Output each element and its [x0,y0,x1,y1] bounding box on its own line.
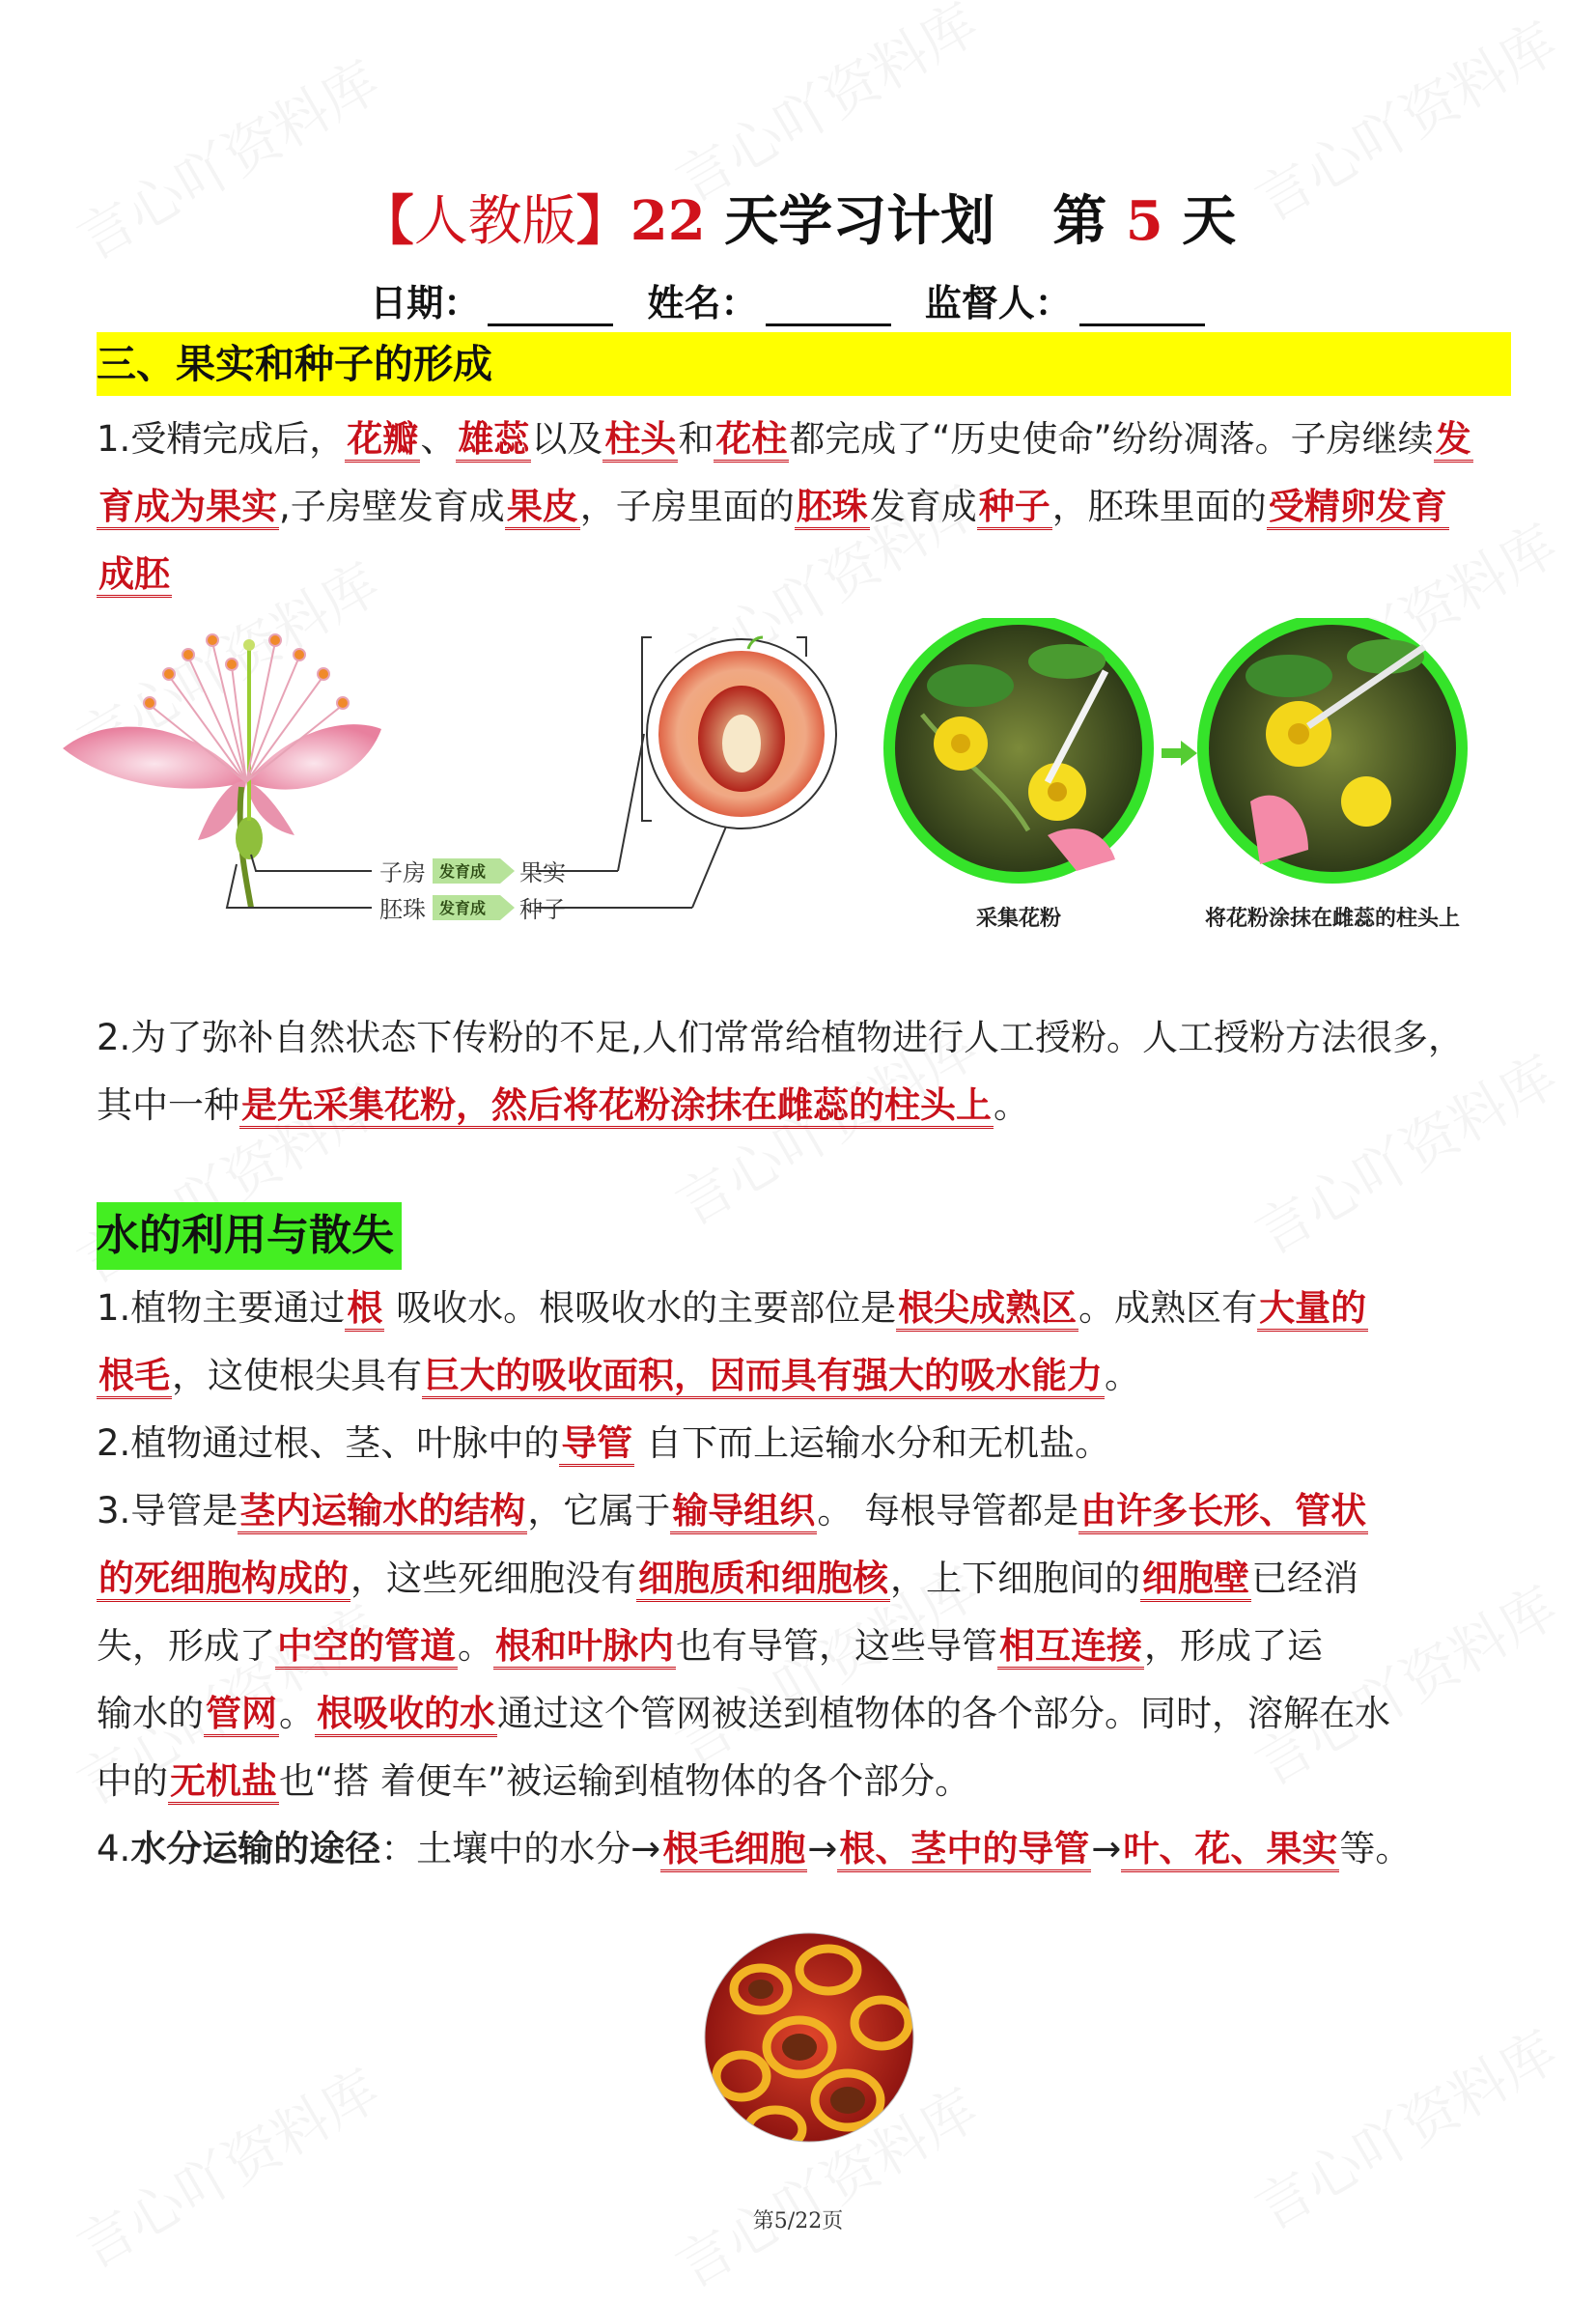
paragraph-artificial-pollination [97,1004,1516,1139]
text: 4. [97,1828,131,1869]
text: 发育成 [869,486,977,527]
answer: 成胚 [97,553,172,598]
answer: 育成为果实 [97,486,279,530]
text: 。 [279,1693,315,1734]
answer: 受精卵发育 [1267,486,1449,530]
pollen-collection-photo [883,618,1154,884]
answer: 无机盐 [168,1760,279,1805]
section-heading-fruit-seed: 三、果实和种子的形成 [97,332,1511,396]
caption-apply-pollen: 将花粉涂抹在雌蕊的柱头上 [1204,906,1461,931]
peach-cross-section-illustration [647,637,836,829]
answer: 柱头 [602,418,678,463]
answer: 根、茎中的导管 [837,1828,1091,1872]
text: ，子房里面的 [579,486,795,527]
text: 和 [678,418,714,460]
answer: 种子 [977,486,1052,530]
peach-flower-illustration [63,634,381,908]
text: 。 [458,1625,493,1667]
answer: 胚珠 [795,486,870,530]
title-bracket-left: 【 [359,189,414,253]
text: 、 [420,418,457,460]
answer: 巨大的吸收面积，因而具有强大的吸水能力 [422,1355,1105,1399]
answer: 花瓣 [345,418,420,463]
title-day-suffix: 天 [1182,189,1237,253]
text: 。成熟区有 [1078,1287,1258,1329]
text: 以及 [531,418,603,460]
answer: 中空的管道 [275,1625,458,1670]
text: 1.受精完成后， [97,418,346,460]
pollen-application-photo [1197,618,1468,884]
answer: 相互连接 [997,1625,1144,1670]
text: 中的 [97,1760,168,1802]
page-number: 第5/22页 [752,2209,844,2233]
water-transport-path-label: 水分运输的途径 [130,1828,381,1869]
text-line: 2.为了弥补自然状态下传粉的不足,人们常常给植物进行人工授粉。人工授粉方法很多， [97,1017,1465,1058]
text: 都完成了“历史使命”纷纷凋落。子房继续 [789,418,1434,460]
label-ovary: 子房 [379,859,426,886]
supervisor-blank[interactable] [1079,289,1205,326]
answer: 发 [1434,418,1473,463]
title-day-prefix: 第 [1052,189,1107,253]
text: 通过这个管网被送到植物体的各个部分。同时，溶解在水 [497,1693,1390,1734]
text: 输水的 [97,1693,204,1734]
text: 。 [1105,1355,1140,1396]
label-fruit: 果实 [519,859,566,886]
text: ，这些死细胞没有 [350,1558,636,1599]
paragraph-water-uptake [97,1275,1516,1883]
section-heading-water: 水的利用与散失 [97,1202,402,1270]
name-blank[interactable] [766,289,891,326]
answer: 由许多长形、管状 [1078,1490,1368,1534]
page-title [0,179,1596,256]
name-label: 姓名： [647,281,758,324]
answer: 茎内运输水的结构 [238,1490,527,1534]
answer: 根 [345,1287,384,1332]
answer: 导管 [559,1422,634,1467]
text: → [1091,1828,1122,1869]
answer: 根毛细胞 [660,1828,807,1872]
text: 失，形成了 [97,1625,275,1667]
watermark [60,2046,391,2285]
text: ,子房壁发育成 [279,486,505,527]
text: 2.植物通过根、茎、叶脉中的 [97,1422,560,1464]
text: → [807,1828,838,1869]
paragraph-fertilization [97,406,1516,608]
text: 1.植物主要通过 [97,1287,346,1329]
caption-collect-pollen: 采集花粉 [975,906,1062,931]
answer: 果皮 [505,486,580,530]
text: 3.导管是 [97,1490,238,1531]
text: 自下而上运输水分和无机盐。 [646,1422,1111,1464]
answer: 的死细胞构成的 [97,1558,350,1602]
title-bracket-right: 】 [575,189,630,253]
date-label: 日期： [370,281,481,324]
answer: 细胞壁 [1140,1558,1251,1602]
text: 已经消 [1251,1558,1358,1599]
title-day-number: 5 [1125,189,1163,253]
answer: 是先采集花粉，然后将花粉涂抹在雌蕊的柱头上 [239,1084,994,1129]
supervisor-label: 监督人： [924,281,1072,324]
flower-fruit-figure [53,618,1569,946]
answer: 管网 [204,1693,279,1737]
info-line [0,273,1596,326]
answer: 大量的 [1257,1287,1368,1332]
text: 。 每根导管都是 [817,1490,1079,1531]
answer: 细胞质和细胞核 [636,1558,890,1602]
answer: 花柱 [714,418,789,463]
xylem-vessel-illustration [703,1931,915,2144]
text: ：土壤中的水分→ [380,1828,661,1869]
answer: 根和叶脉内 [493,1625,676,1670]
text: ，这使根尖具有 [172,1355,422,1396]
title-days: 22 [630,189,706,253]
label-ovule: 胚珠 [379,896,426,923]
label-seed: 种子 [519,896,566,923]
text: 其中一种 [97,1084,239,1126]
title-plan: 天学习计划 [724,189,995,253]
date-blank[interactable] [488,289,613,326]
arrow-label-develops: 发育成 [439,899,487,917]
answer: 根尖成熟区 [896,1287,1078,1332]
answer: 雄蕊 [456,418,531,463]
answer: 输导组织 [670,1490,817,1534]
text: 吸收水。根吸收水的主要部位是 [396,1287,897,1329]
text: ，胚珠里面的 [1051,486,1267,527]
text: 也“搭 着便车”被运输到植物体的各个部分。 [279,1760,971,1802]
arrow-label-develops: 发育成 [439,862,487,881]
answer: 根毛 [97,1355,172,1399]
answer: 叶、花、果实 [1121,1828,1339,1872]
text: 等。 [1339,1828,1412,1869]
title-edition: 人教版 [413,190,576,253]
text: 也有导管，这些导管 [676,1625,997,1667]
text: ，形成了运 [1144,1625,1323,1667]
answer: 根吸收的水 [315,1693,497,1737]
text: ，上下细胞间的 [890,1558,1140,1599]
text: 。 [994,1084,1029,1126]
text: ，它属于 [527,1490,671,1531]
